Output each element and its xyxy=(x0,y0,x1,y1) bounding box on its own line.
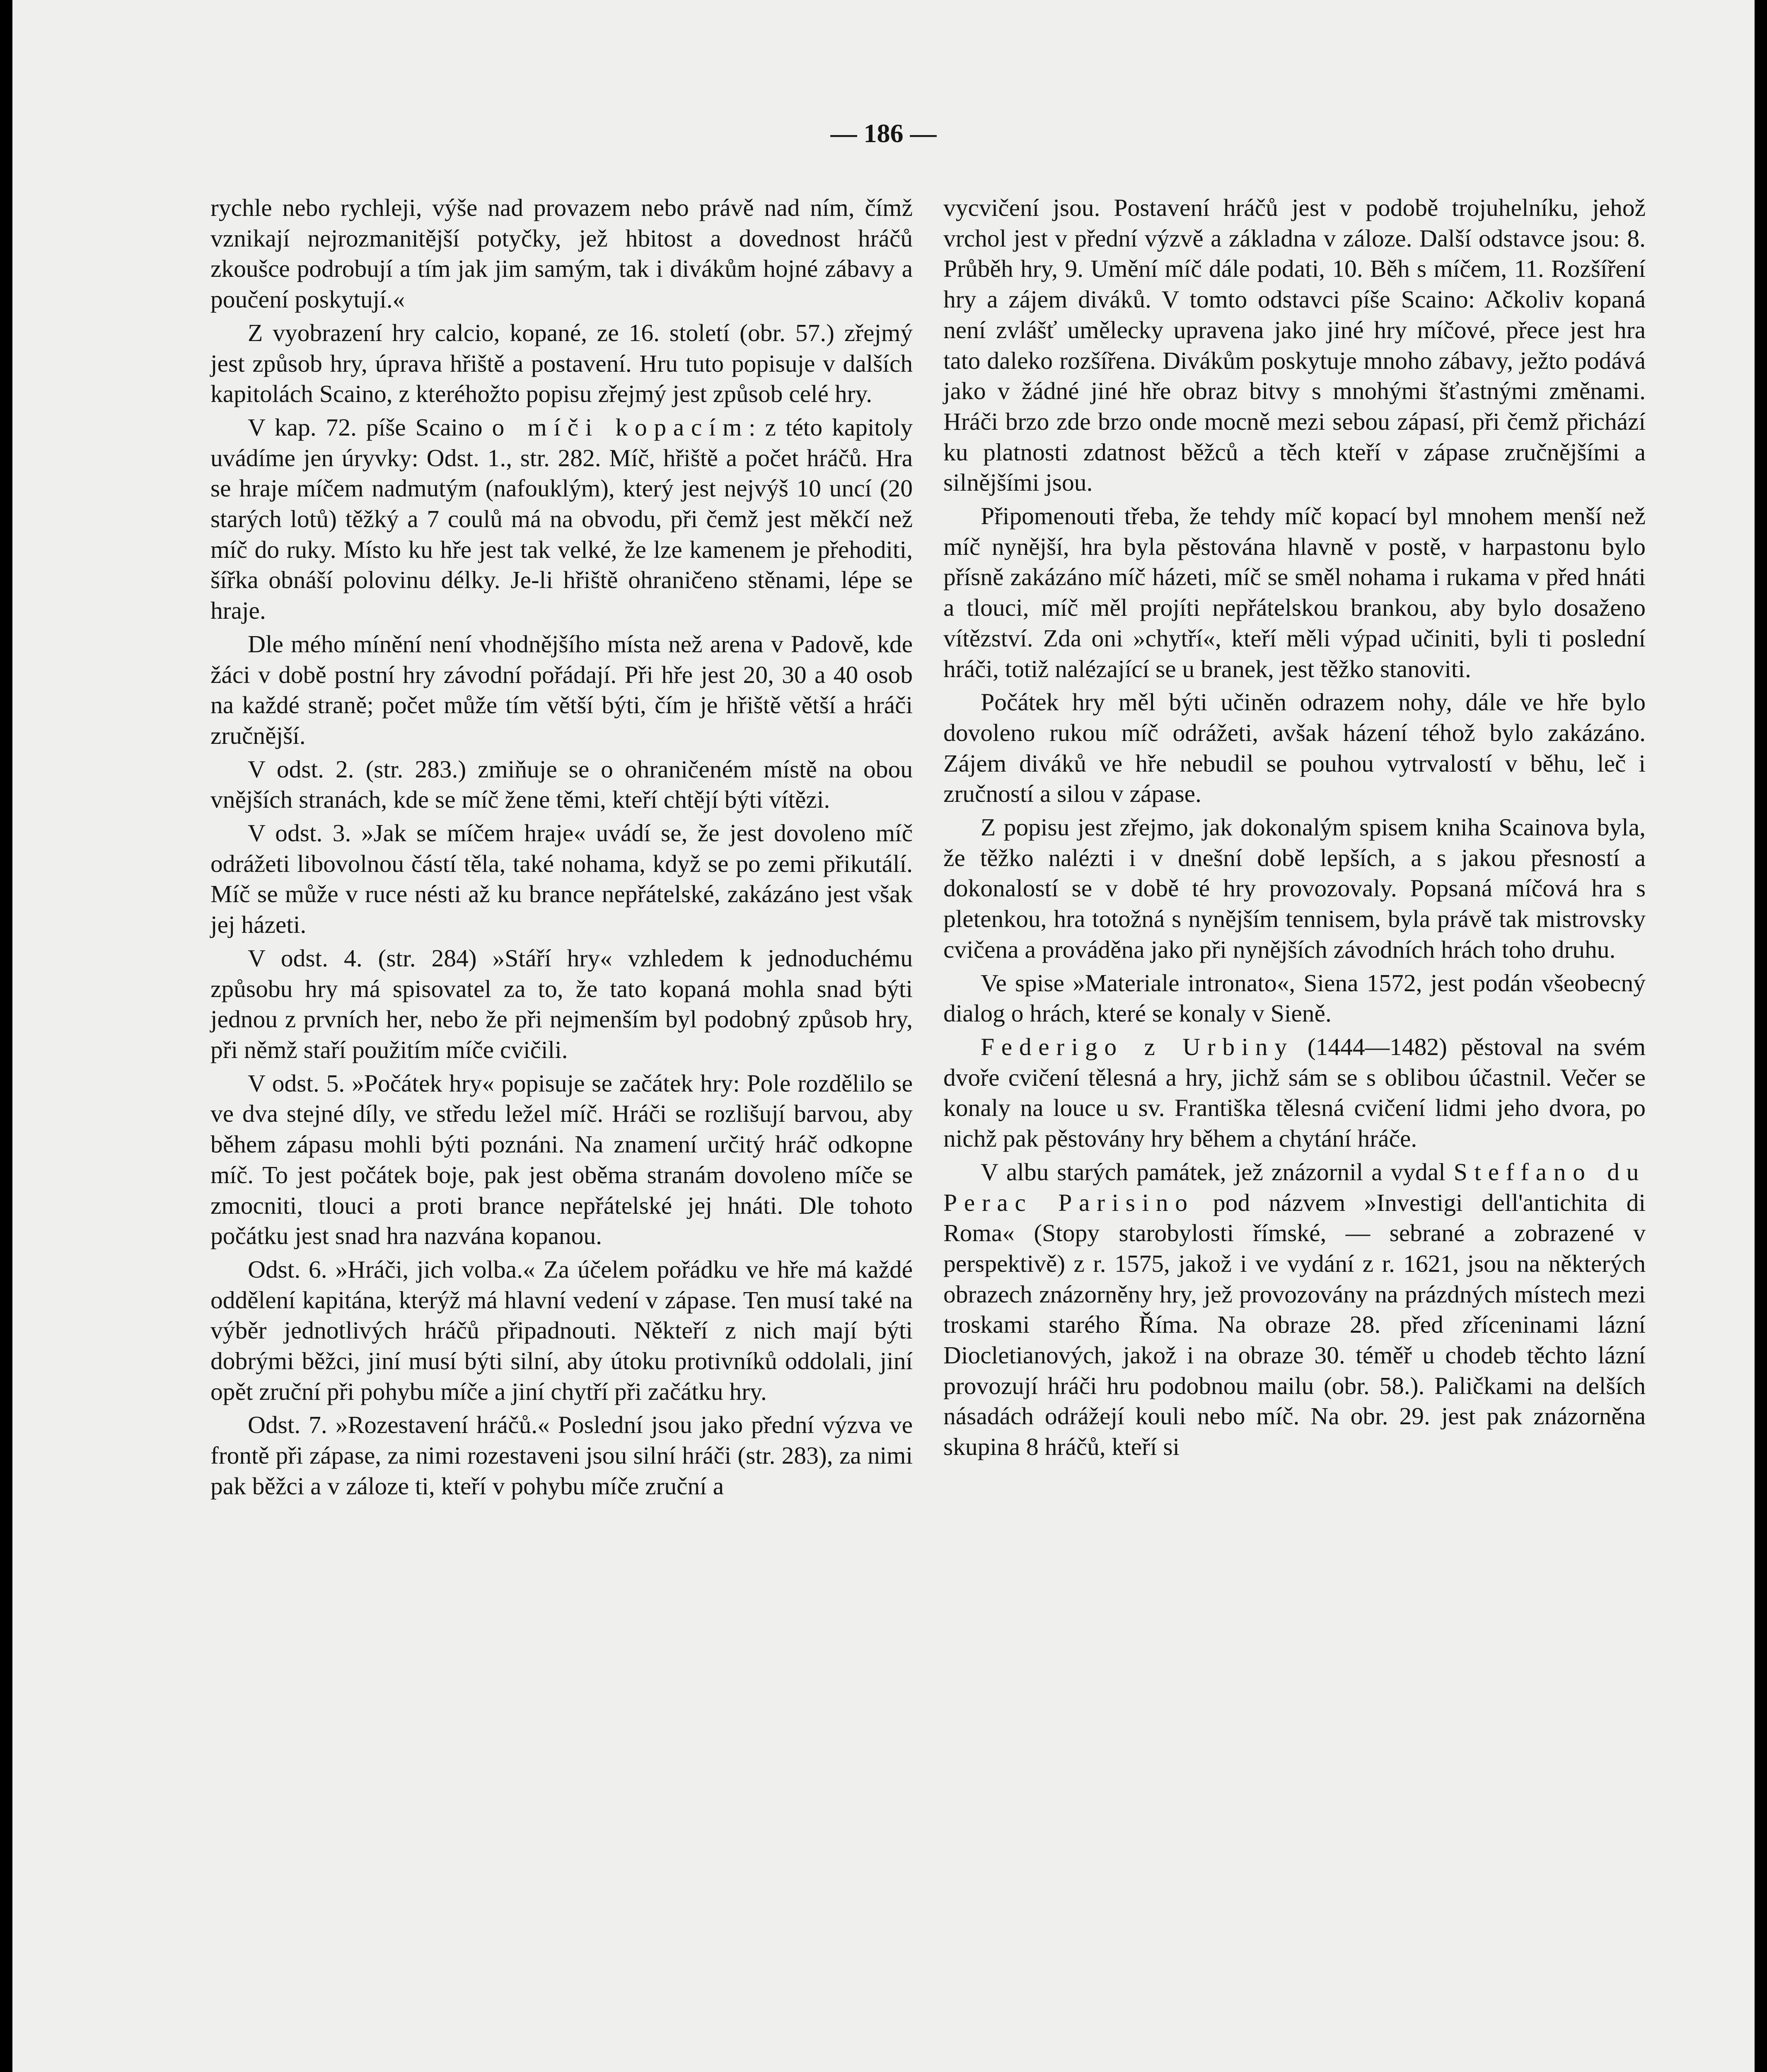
paragraph: V odst. 4. (str. 284) »Stáří hry« vzhledem k jednoduchému způsobu hry má spisovatel za to, že tato kopaná mohla snad býti jednou z prvních her, nebo že při nejmenším byl podobný způsob hry, při němž staří použitím míče cvičili. xyxy=(210,944,913,1063)
paragraph: Odst. 6. »Hráči, jich volba.« Za účelem pořádku ve hře má každé oddělení kapitána, kterýž má hlavní vedení v zápase. Ten musí také na výběr jednotlivých hráčů připadnouti. Někteří z nich mají býti dobrými běžci, jiní musí býti silní, aby útoku protivníků oddolali, jiní opět zruční při pohybu míče a jiní chytří při začátku hry. xyxy=(210,1255,913,1405)
paragraph xyxy=(210,412,913,626)
paragraph-text: : z této kapitoly uvádíme jen úryvky: Odst. 1., str. 282. Míč, hřiště a počet hráčů. Hra se hraje míčem nadmutým (nafouklým), který jest nejvýš 10 uncí (20 starých lotů) těžký a 7 coulů má na obvodu, při čemž jest měkčí než míč do ruky. Místo ku hře jest tak velké, že lze kamenem je přehoditi, šířka obnáší polovinu délky. Je-li hřiště ohraničeno stěnami, lépe se hraje. xyxy=(210,413,913,625)
paragraph-text: V albu starých památek, jež znázornil a vydal xyxy=(981,1158,1454,1186)
paragraph: vycvičení jsou. Postavení hráčů jest v podobě trojuhelníku, jehož vrchol jest v přední výzvě a základna v záloze. Další odstavce jsou: 8. Průběh hry, 9. Umění míč dále podati, 10. Běh s míčem, 11. Rozšíření hry a zájem diváků. V tomto odstavci píše Scaino: Ačkoliv kopaná není zvlášť umělecky upravena jako jiné hry míčové, přece jest hra tato daleko rozšířena. Divákům poskytuje mnoho zábavy, ježto podává jako v žádné jiné hře obraz bitvy s mnohými šťastnými změnami. Hráči brzo zde brzo onde mocně mezi sebou zápasí, při čemž přichází ku platnosti zdatnost běžců a těch kteří v zápase zručnějšími a silnějšími jsou. xyxy=(943,194,1646,496)
paragraph: Dle mého mínění není vhodnějšího místa než arena v Padově, kde žáci v době postní hry závodní pořádají. Při hře jest 20, 30 a 40 osob na každé straně; počet může tím větší býti, čím je hřiště větší a hráči zručnější. xyxy=(210,630,913,749)
emphasized-name: Federigo z Urbiny xyxy=(981,1033,1294,1060)
paragraph: V odst. 5. »Počátek hry« popisuje se začátek hry: Pole rozdělilo se ve dva stejné díly, ve středu ležel míč. Hráči se rozlišují barvou, aby během zápasu mohli býti poznáni. Na znamení určitý hráč odkopne míč. To jest počátek boje, pak jest oběma stranám dovoleno míče se zmocniti, tlouci a proti brance nepřátelské jej hnáti. Dle tohoto počátku jest snad hra nazvána kopanou. xyxy=(210,1069,913,1250)
paragraph: Z vyobrazení hry calcio, kopané, ze 16. století (obr. 57.) zřejmý jest způsob hry, úprava hřiště a postavení. Hru tuto popisuje v dalších kapitolách Scaino, z kteréhožto popisu zřejmý jest způsob celé hry. xyxy=(210,319,913,408)
paragraph xyxy=(943,1032,1646,1154)
scanned-page xyxy=(12,0,1755,2072)
paragraph-text: V kap. 72. píše Scaino xyxy=(248,413,492,441)
paragraph-text: pod názvem »Investigi dell'antichita di Roma« (Stopy starobylosti římské, — sebrané a zobrazené v perspektivě) z r. 1575, jakož i ve vydání z r. 1621, jsou na některých obrazech znázorněny hry, jež provozovány na prázdných místech mezi troskami starého Říma. Na obraze 28. před zříceninami lázní Diocletianových, jakož i na obraze 30. téměř u chodeb těchto lázní provozují hráči hru podobnou mailu (obr. 58.). Paličkami na delších násadách odrážejí kouli nebo míč. Na obr. 29. jest pak znázorněna skupina 8 hráčů, kteří si xyxy=(943,1188,1646,1461)
paragraph: Připomenouti třeba, že tehdy míč kopací byl mnohem menší než míč nynější, hra byla pěstována hlavně v postě, v harpastonu bylo přísně zakázáno míč házeti, míč se směl nohama i rukama v před hnáti a tlouci, míč měl projíti nepřátelskou brankou, aby bylo dosaženo vítězství. Zda oni »chytří«, kteří měli výpad učiniti, byli ti poslední hráči, totiž nalézající se u branek, jest těžko stanoviti. xyxy=(943,502,1646,683)
page-number: — 186 — xyxy=(830,119,937,148)
paragraph-text: (1444—1482) pěstoval na svém dvoře cvičení tělesná a hry, jichž sám se s oblibou účastnil. Večer se konaly na louce u sv. Františka tělesná cvičení lidmi jeho dvora, po nichž pak pěstovány hry během a chytání hráče. xyxy=(943,1033,1646,1152)
paragraph: V odst. 3. »Jak se míčem hraje« uvádí se, že jest dovoleno míč odrážeti libovolnou částí těla, také nohama, když se po zemi přikutálí. Míč se může v ruce nésti až ku brance nepřátelské, zakázáno jest však jej házeti. xyxy=(210,819,913,939)
paragraph: Z popisu jest zřejmo, jak dokonalým spisem kniha Scainova byla, že těžko nalézti i v dnešní době lepších, a s jakou přesností a dokonalostí se v době té hry provozovaly. Popsaná míčová hra s pletenkou, hra totožná s nynějším tennisem, byla právě tak mistrovsky cvičena a prováděna jako při nynějších závodních hrách toho druhu. xyxy=(943,813,1646,963)
emphasized-name: Steffano du Perac Parisino xyxy=(943,1158,1646,1216)
emphasized-term: o míči kopacím xyxy=(492,413,749,441)
paragraph xyxy=(943,1157,1646,1462)
paragraph: Ve spise »Materiale intronato«, Siena 1572, jest podán všeobecný dialog o hrách, které se konaly v Sieně. xyxy=(943,969,1646,1027)
left-column xyxy=(210,193,913,1505)
paragraph: Odst. 7. »Rozestavení hráčů.« Poslední jsou jako přední výzva ve frontě při zápase, za nimi rozestaveni jsou silní hráči (str. 283), za nimi pak běžci a v záloze ti, kteří v pohybu míče zruční a xyxy=(210,1411,913,1500)
paragraph: V odst. 2. (str. 283.) zmiňuje se o ohraničeném místě na obou vnějších stranách, kde se míč žene těmi, kteří chtějí býti vítězi. xyxy=(210,755,913,813)
right-column xyxy=(943,193,1646,1465)
paragraph: Počátek hry měl býti učiněn odrazem nohy, dále ve hře bylo dovoleno rukou míč odrážeti, avšak házení téhož bylo zakázáno. Zájem diváků ve hře nebudil se pouhou vytrvalostí v běhu, leč i zručností a silou v zápase. xyxy=(943,688,1646,808)
paragraph: rychle nebo rychleji, výše nad provazem nebo právě nad ním, čímž vznikají nejrozmanitější potyčky, jež hbitost a dovednost hráčů zkoušce podrobují a tím jak jim samým, tak i divákům hojné zábavy a poučení poskytují.« xyxy=(210,194,913,313)
